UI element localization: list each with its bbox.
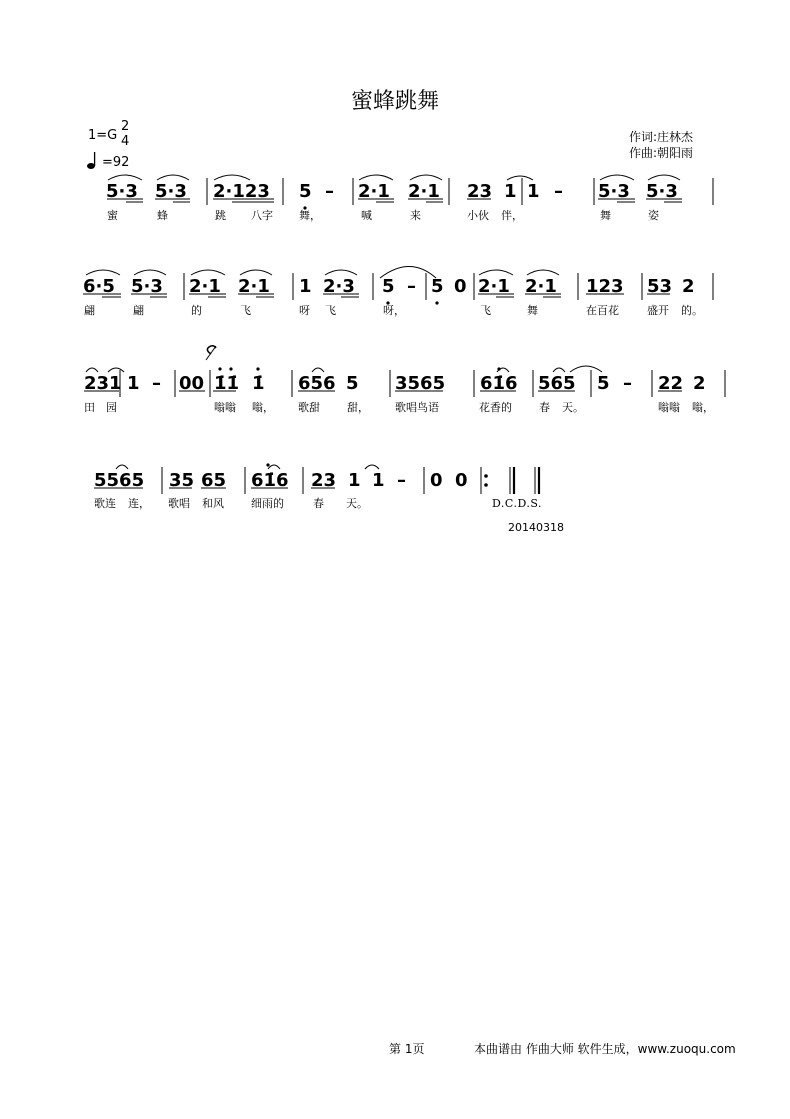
note: 0 (454, 276, 467, 297)
time-signature-bottom: 4 (121, 134, 130, 149)
lyric: 天。 (562, 401, 584, 414)
note: 5·3 (155, 181, 187, 202)
lyric: 歌唱 (168, 497, 190, 510)
note: 1̇1̇ (214, 373, 240, 394)
note: 2·1 (358, 181, 390, 202)
lyric: 歌连 (94, 497, 116, 510)
lyric: 歌唱鸟语 (395, 401, 439, 414)
note: 35 (169, 470, 195, 491)
note: 2·3 (323, 276, 355, 297)
time-signature-top: 2 (121, 119, 130, 134)
lyric: 呀， (383, 304, 405, 317)
note: 5 (299, 181, 312, 202)
note: 5565 (94, 470, 145, 491)
page-number: 第 1页 (389, 1042, 425, 1056)
note: 1 (348, 470, 361, 491)
note: 0 (455, 470, 468, 491)
note: 1 (299, 276, 312, 297)
note: 53 (647, 276, 673, 297)
generator-note: 本曲谱由 作曲大师 软件生成，www.zuoqu.com (474, 1042, 736, 1056)
lyric: 喊 (361, 209, 372, 222)
dc-marking: D.C.D.S. (492, 497, 543, 510)
lyric: 来 (410, 209, 421, 222)
note: 2·1 (408, 181, 440, 202)
lyric: 连， (128, 497, 150, 510)
note: – (397, 470, 406, 491)
note: 65 (201, 470, 227, 491)
composer-credit: 作曲:朝阳雨 (629, 146, 694, 160)
lyric: 嗡嗡 (214, 401, 236, 414)
note: – (623, 373, 632, 394)
lyricist-credit: 作词:庄林杰 (629, 130, 694, 144)
note: 1 (372, 470, 385, 491)
lyric: 舞 (527, 304, 538, 317)
note: 1 (527, 181, 540, 202)
note: 2·1 (478, 276, 510, 297)
lyric: 天。 (346, 497, 368, 510)
lyric: 细雨的 (251, 497, 284, 510)
note: 1̇ (252, 373, 265, 394)
note: 123 (586, 276, 624, 297)
note: 5·3 (598, 181, 630, 202)
lyric: 嗡， (692, 401, 714, 414)
note: 2·1 (189, 276, 221, 297)
key-signature: 1=G (88, 128, 118, 143)
note: 2 (693, 373, 706, 394)
note: 1 (127, 373, 140, 394)
note: 23 (311, 470, 337, 491)
lyric: 花香的 (479, 401, 512, 414)
note: 5 (346, 373, 359, 394)
note: 5·3 (131, 276, 163, 297)
lyric: 呀 (299, 304, 310, 317)
lyric: 的 (191, 304, 202, 317)
lyric: 嗡， (252, 401, 274, 414)
note: 2·1 (525, 276, 557, 297)
lyric: 的。 (681, 304, 703, 317)
lyric: 歌甜 (298, 401, 320, 414)
lyric: 在百花 (586, 304, 619, 317)
lyric: 春 (313, 497, 324, 510)
note: – (554, 181, 563, 202)
lyric: 飞 (240, 304, 251, 317)
lyric: 园 (106, 401, 117, 414)
note: 61̇6 (251, 470, 289, 491)
lyric: 翩 (84, 304, 95, 317)
lyric: 八字 (251, 209, 273, 222)
lyric: 田 (84, 401, 95, 414)
lyric: 小伙 (467, 209, 489, 222)
song-title: 蜜蜂跳舞 (350, 89, 439, 114)
note: 2·1 (238, 276, 270, 297)
note: 3565 (395, 373, 446, 394)
tempo-marking: =92 (102, 155, 130, 170)
note: 23 (467, 181, 493, 202)
lyric: 跳 (215, 209, 226, 222)
note: 5 (431, 276, 444, 297)
note: 5·3 (646, 181, 678, 202)
lyric: 翩 (133, 304, 144, 317)
note: 656 (298, 373, 336, 394)
note: 61̇6 (480, 373, 518, 394)
lyric: 飞 (325, 304, 336, 317)
note: 5 (382, 276, 395, 297)
note: 2 (682, 276, 695, 297)
note: – (325, 181, 334, 202)
note: – (407, 276, 416, 297)
note: 5 (597, 373, 610, 394)
score-date: 20140318 (508, 521, 564, 534)
note: 565 (538, 373, 576, 394)
note: 231 (84, 373, 122, 394)
lyric: 伴， (501, 209, 523, 222)
lyric: 甜， (347, 401, 369, 414)
lyric: 舞， (299, 209, 321, 222)
lyric: 蜜 (107, 209, 118, 222)
lyric: 姿 (648, 209, 659, 222)
lyric: 嗡嗡 (658, 401, 680, 414)
lyric: 春 (539, 401, 550, 414)
note: 5·3 (106, 181, 138, 202)
note: 1 (504, 181, 517, 202)
lyric: 盛开 (647, 304, 669, 317)
lyric: 蜂 (157, 209, 168, 222)
lyric: 和风 (202, 497, 224, 510)
note: 22 (658, 373, 684, 394)
note: 2·123 (213, 181, 270, 202)
lyric: 舞 (600, 209, 611, 222)
note: 0 (430, 470, 443, 491)
note: 6·5 (83, 276, 115, 297)
note: 00 (179, 373, 205, 394)
lyric: 飞 (480, 304, 491, 317)
note: – (152, 373, 161, 394)
